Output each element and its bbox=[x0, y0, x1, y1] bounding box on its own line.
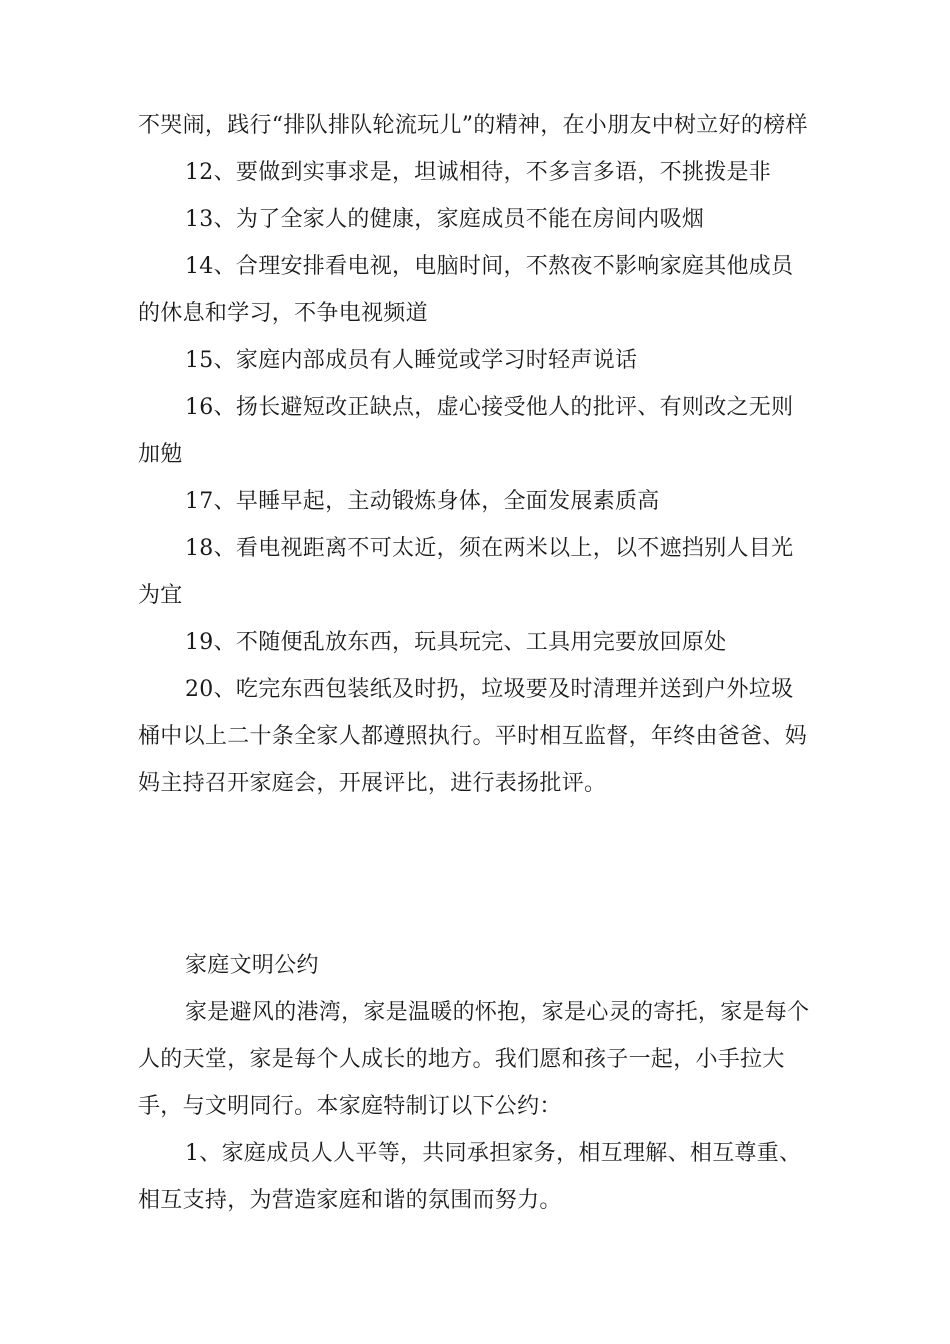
rules-continued-section bbox=[138, 102, 814, 807]
rule-16: 16、扬长避短改正缺点，虚心接受他人的批评、有则改之无则加勉 bbox=[138, 395, 794, 467]
rule-20: 20、吃完东西包装纸及时扔，垃圾要及时清理并送到户外垃圾桶中以上二十条全家人都遵照执行。平时相互监督，年终由爸爸、妈妈主持召开家庭会，开展评比，进行表扬批评。 bbox=[138, 677, 808, 796]
rule-14: 14、合理安排看电视，电脑时间，不熬夜不影响家庭其他成员的休息和学习，不争电视频道 bbox=[138, 254, 794, 326]
rule-13: 13、为了全家人的健康，家庭成员不能在房间内吸烟 bbox=[185, 207, 705, 232]
covenant-item-1: 1、家庭成员人人平等，共同承担家务，相互理解、相互尊重、相互支持，为营造家庭和谐的氛围而努力。 bbox=[138, 1141, 802, 1213]
family-covenant-section bbox=[138, 942, 814, 1224]
rule-19: 19、不随便乱放东西，玩具玩完、工具用完要放回原处 bbox=[185, 630, 727, 655]
rule-15: 15、家庭内部成员有人睡觉或学习时轻声说话 bbox=[185, 348, 638, 373]
section-title: 家庭文明公约 bbox=[185, 953, 319, 978]
rule-18: 18、看电视距离不可太近，须在两米以上，以不遮挡别人目光为宜 bbox=[138, 536, 794, 608]
paragraph-continuation: 不哭闹，践行“排队排队轮流玩儿”的精神，在小朋友中树立好的榜样 bbox=[138, 113, 808, 138]
intro-paragraph: 家是避风的港湾，家是温暖的怀抱，家是心灵的寄托，家是每个人的天堂，家是每个人成长的地方。我们愿和孩子一起，小手拉大手，与文明同行。本家庭特制订以下公约： bbox=[138, 1000, 810, 1119]
rule-12: 12、要做到实事求是，坦诚相待，不多言多语，不挑拨是非 bbox=[185, 160, 772, 185]
rule-17: 17、早睡早起，主动锻炼身体，全面发展素质高 bbox=[185, 489, 660, 514]
